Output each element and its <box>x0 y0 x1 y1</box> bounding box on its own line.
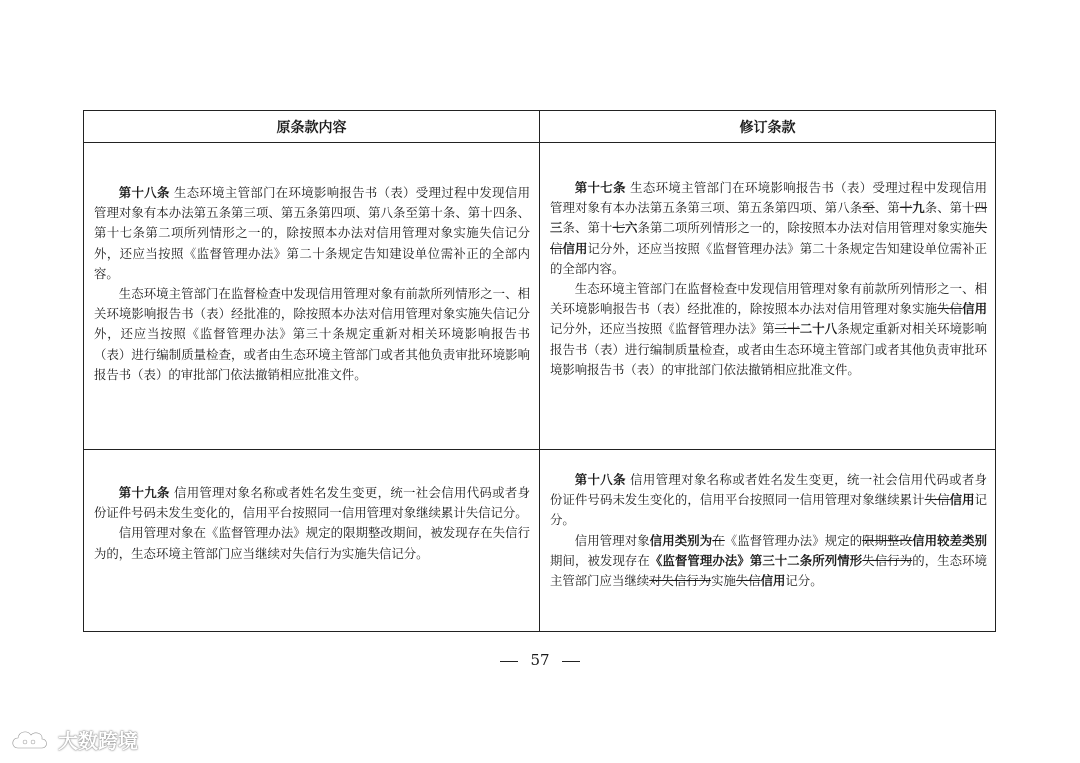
deleted-text: 十 <box>899 200 913 216</box>
inserted-text: 六 <box>624 220 638 236</box>
header-original: 原条款内容 <box>276 119 347 136</box>
cell-original-row-1 <box>94 183 530 385</box>
clause-text: 记分。 <box>785 573 823 589</box>
page-dash-left <box>500 661 518 662</box>
clause-paragraph <box>550 178 987 279</box>
deleted-text: 失信 <box>735 573 761 589</box>
inserted-text: 第十八条 <box>118 185 170 200</box>
inserted-text: 信用 <box>760 573 786 589</box>
inserted-text: 三 <box>550 220 563 236</box>
header-revised: 修订条款 <box>739 119 796 136</box>
clause-paragraph <box>94 284 530 385</box>
cloud-logo-icon <box>8 724 52 754</box>
watermark-text: 大数跨境 <box>58 728 138 753</box>
inserted-text: 信用 <box>562 240 588 256</box>
clause-text: 生态环境主管部门在监督检查中发现信用管理对象有前款所列情形之一、相关环境影响报告书（表）经批准的，除按照本办法对信用管理对象实施失信记分外，还应当按照《监督管理办法》第三十条规定重新对相关环境影响报告书（表）进行编制质量检查，或者由生态环境主管部门或者其他负责审批环境影响报告书（表）的审批部门依法撤销相应批准文件。 <box>94 286 530 382</box>
inserted-text: 信用 <box>949 492 975 508</box>
inserted-text: 信用 <box>962 301 988 317</box>
page-number-value: 57 <box>530 651 550 669</box>
clause-text: 记分外，还应当按照《监督管理办法》第二十条规定告知建设单位需补正的全部内容。 <box>550 240 988 276</box>
clause-text: 生态环境主管部门在监督检查中发现信用管理对象有前款所列情形之一、相关环境影响报告书（表）经批准的，除按照本办法对信用管理对象实施 <box>550 281 987 317</box>
page-number <box>0 651 1080 669</box>
deleted-text: 失信 <box>937 301 963 317</box>
inserted-text: 信用较差类别 <box>912 532 988 548</box>
inserted-text: 《监督管理办法》第三十二条所列情形 <box>649 552 863 568</box>
deleted-text: 失信行为 <box>862 552 913 568</box>
watermark <box>8 724 138 754</box>
inserted-text: 第十九条 <box>118 485 170 500</box>
clause-text: 的，生态环境主管部门应当继续 <box>550 552 988 589</box>
clause-text: 条、第十 <box>924 200 975 216</box>
deleted-text: 七 <box>612 220 625 236</box>
deleted-text: 对失信行为 <box>649 573 712 589</box>
clause-text: 实施 <box>711 573 736 589</box>
clause-text: 信用管理对象名称或者姓名发生变更，统一社会信用代码或者身份证件号码未发生变化的，信用平台按照同一信用管理对象继续累计失信记分。 <box>94 485 530 521</box>
inserted-text: 九 <box>912 200 925 216</box>
clause-text: 记分。 <box>550 492 988 528</box>
deleted-text: 三十 <box>774 321 800 337</box>
deleted-text: 失信 <box>550 220 988 256</box>
clause-paragraph <box>550 470 987 531</box>
clause-text: 信用管理对象在《监督管理办法》规定的限期整改期间，被发现存在失信行为的，生态环境主管部门应当继续对失信行为实施失信记分。 <box>94 525 530 561</box>
clause-paragraph <box>550 279 987 380</box>
clause-text: 期间，被发现存在 <box>550 552 650 568</box>
clause-text: 《监督管理办法》规定的 <box>724 532 863 548</box>
clause-text: 条规定重新对相关环境影响报告书（表）进行编制质量检查，或者由生态环境主管部门或者其他负责审批环境影响报告书（表）的审批部门依法撤销相应批准文件。 <box>550 321 988 377</box>
page-dash-right <box>562 661 580 662</box>
row-divider <box>84 449 995 450</box>
inserted-text: 第十七条 <box>574 180 626 195</box>
column-divider <box>539 111 540 631</box>
inserted-text: 信用类别为 <box>649 532 713 548</box>
cell-revised-row-2 <box>550 470 987 591</box>
clause-paragraph <box>94 523 530 563</box>
inserted-text: 第十八条 <box>574 472 626 487</box>
deleted-text: 失信 <box>924 492 950 508</box>
clause-text: 生态环境主管部门在环境影响报告书（表）受理过程中发现信用管理对象有本办法第五条第三项、第五条第四项、第八条至第十条、第十四条、第十七条第二项所列情形之一的，除按照本办法对信用管理对象实施失信记分外，还应当按照《监督管理办法》第二十条规定告知建设单位需补正的全部内容。 <box>94 185 530 281</box>
deleted-text: 至 <box>862 200 875 216</box>
header-divider <box>84 142 995 143</box>
clause-paragraph <box>94 183 530 284</box>
deleted-text: 四 <box>974 200 988 216</box>
clause-text: 信用管理对象 <box>574 532 650 548</box>
clause-text: 、第 <box>874 200 900 216</box>
clause-text: 记分外，还应当按照《监督管理办法》第 <box>550 321 775 337</box>
deleted-text: 限期整改 <box>862 532 913 548</box>
clause-text: 条、第十 <box>562 220 613 236</box>
deleted-text: 在 <box>712 532 725 548</box>
clause-paragraph <box>550 531 987 592</box>
clause-paragraph <box>94 483 530 523</box>
cell-revised-row-1 <box>550 178 987 380</box>
clause-text: 生态环境主管部门在环境影响报告书（表）受理过程中发现信用管理对象有本办法第五条第三项、第五条第四项、第八条 <box>550 180 987 216</box>
clause-text: 信用管理对象名称或者姓名发生变更，统一社会信用代码或者身份证件号码未发生变化的，信用平台按照同一信用管理对象继续累计 <box>550 472 987 508</box>
comparison-table <box>83 110 996 632</box>
clause-text: 条第二项所列情形之一的，除按照本办法对信用管理对象实施 <box>637 220 975 236</box>
inserted-text: 二十八 <box>799 321 838 337</box>
cell-original-row-2 <box>94 483 530 564</box>
